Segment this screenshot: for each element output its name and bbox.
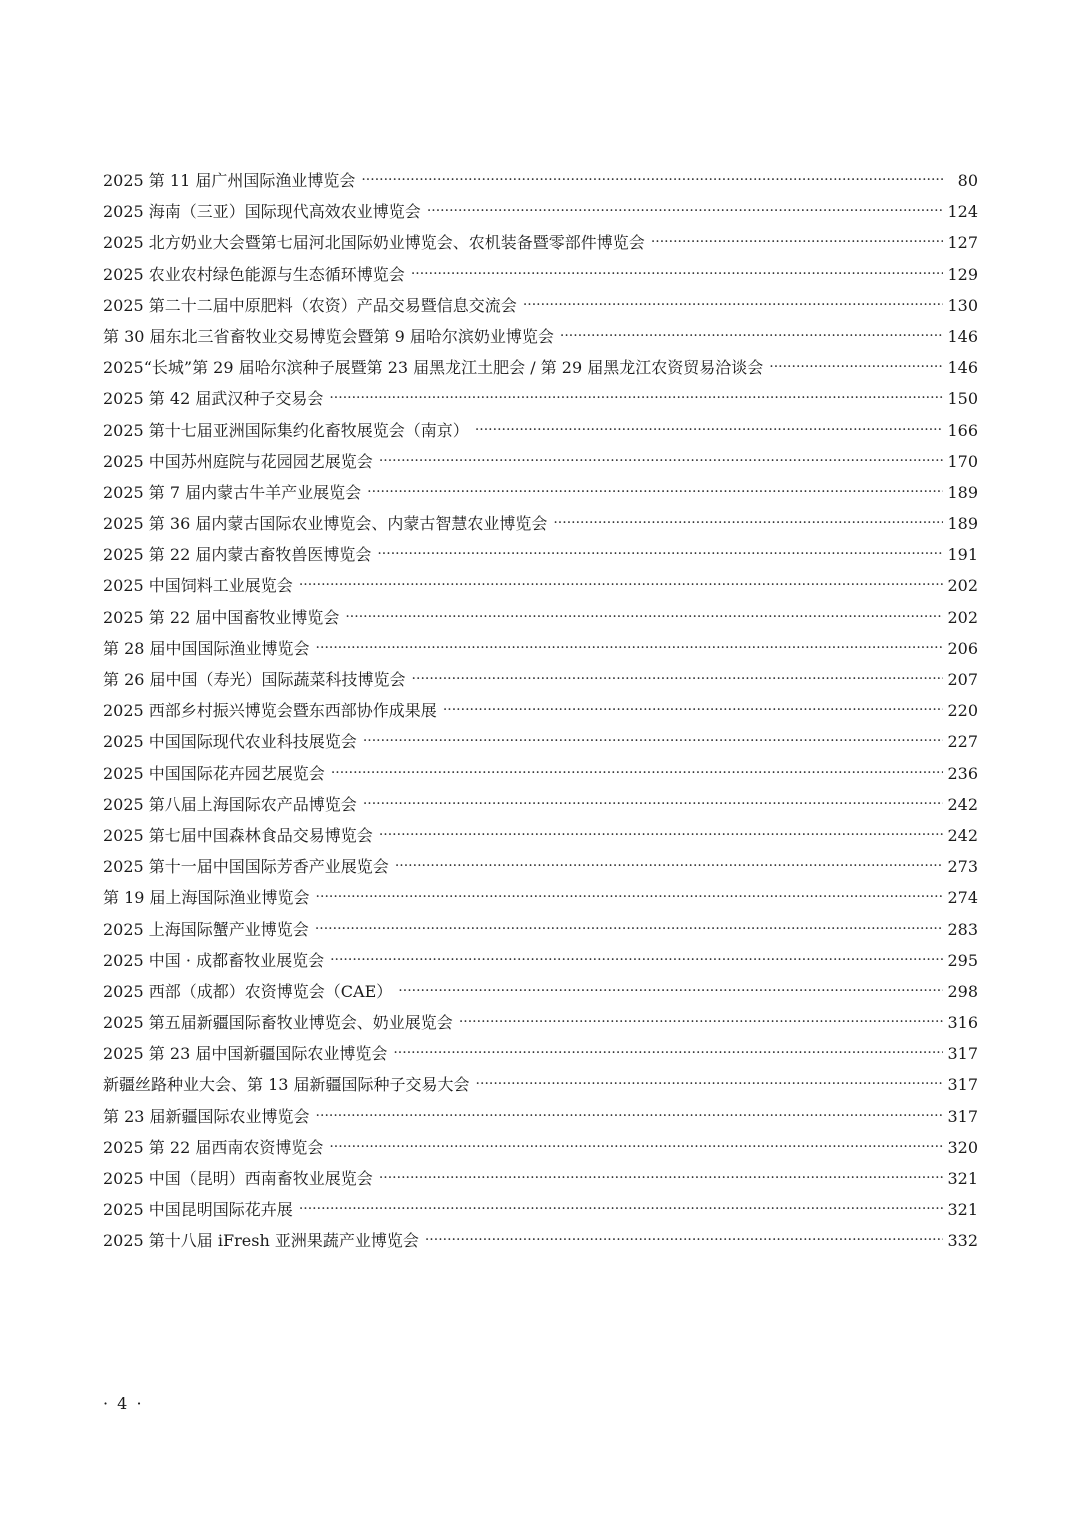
dot-leader [769, 352, 943, 383]
toc-entry-page: 124 [947, 202, 978, 222]
dot-leader [329, 383, 943, 414]
toc-entry-title: 2025 第 11 届广州国际渔业博览会 [103, 171, 356, 190]
table-of-contents [103, 165, 978, 1257]
toc-entry-page: 242 [947, 825, 978, 845]
toc-entry[interactable] [103, 446, 978, 477]
dot-leader [425, 1225, 944, 1256]
dot-leader [329, 1132, 943, 1163]
toc-entry-page: 206 [947, 638, 978, 658]
dot-leader [523, 290, 944, 321]
toc-entry[interactable] [103, 321, 978, 352]
toc-entry[interactable] [103, 352, 978, 383]
toc-entry[interactable] [103, 1132, 978, 1163]
toc-entry-page: 321 [947, 1200, 978, 1220]
toc-entry[interactable] [103, 758, 978, 789]
page-number: · 4 · [103, 1394, 144, 1413]
toc-entry-page: 316 [947, 1013, 978, 1033]
toc-entry-title: 2025 中国（昆明）西南畜牧业展览会 [103, 1169, 373, 1188]
dot-leader [331, 758, 944, 789]
toc-entry[interactable] [103, 851, 978, 882]
toc-entry-title: 2025 第 22 届中国畜牧业博览会 [103, 607, 340, 627]
dot-leader [398, 976, 943, 1007]
dot-leader [553, 508, 943, 539]
toc-entry-title: 第 28 届中国国际渔业博览会 [103, 638, 310, 658]
toc-entry-page: 130 [947, 295, 978, 315]
toc-entry[interactable] [103, 570, 978, 601]
toc-entry-page: 317 [947, 1075, 978, 1095]
toc-entry-title: 2025 第 42 届武汉种子交易会 [103, 389, 324, 409]
dot-leader [315, 914, 944, 945]
toc-entry-page: 283 [947, 919, 978, 939]
toc-entry-title: 新疆丝路种业大会、第 13 届新疆国际种子交易大会 [103, 1075, 470, 1095]
toc-entry-title: 2025 西部乡村振兴博览会暨东西部协作成果展 [103, 701, 437, 721]
toc-entry-title: 2025 中国昆明国际花卉展 [103, 1200, 293, 1220]
toc-entry-page: 317 [947, 1106, 978, 1126]
toc-entry-page: 242 [947, 794, 978, 814]
toc-entry-page: 332 [947, 1231, 978, 1251]
toc-entry[interactable] [103, 1194, 978, 1225]
toc-entry[interactable] [103, 1038, 978, 1069]
toc-entry-title: 2025 中国苏州庭院与花园园艺展览会 [103, 451, 373, 471]
toc-entry-title: 2025 第十一届中国国际芳香产业展览会 [103, 857, 389, 877]
toc-entry-title: 2025 第七届中国森林食品交易博览会 [103, 825, 373, 845]
toc-entry[interactable] [103, 602, 978, 633]
toc-entry-title: 2025 第 23 届中国新疆国际农业博览会 [103, 1044, 388, 1064]
dot-leader [345, 602, 943, 633]
toc-entry-page: 166 [947, 420, 978, 440]
dot-leader [379, 820, 944, 851]
toc-entry-title: 2025 第 22 届内蒙古畜牧兽医博览会 [103, 545, 372, 565]
toc-entry[interactable] [103, 1069, 978, 1100]
toc-entry-page: 202 [947, 607, 978, 627]
toc-entry-title: 2025 中国 · 成都畜牧业展览会 [103, 950, 325, 970]
toc-entry-page: 220 [947, 701, 978, 721]
dot-leader [379, 1163, 944, 1194]
toc-entry-page: 207 [947, 670, 978, 689]
toc-entry-page: 202 [947, 576, 978, 596]
toc-entry-page: 191 [947, 545, 978, 565]
toc-entry-title: 2025 第十八届 iFresh 亚洲果蔬产业博览会 [103, 1231, 419, 1251]
toc-entry-page: 129 [947, 264, 978, 284]
toc-entry-page: 298 [947, 981, 978, 1001]
dot-leader [393, 1038, 943, 1069]
toc-entry[interactable] [103, 633, 978, 664]
toc-entry-page: 320 [947, 1137, 978, 1157]
toc-entry-page: 317 [947, 1044, 978, 1064]
dot-leader [316, 882, 944, 913]
toc-entry-page: 146 [947, 326, 978, 346]
dot-leader [363, 726, 944, 757]
toc-entry-page: 295 [947, 950, 978, 970]
toc-entry-title: 第 23 届新疆国际农业博览会 [103, 1106, 310, 1126]
toc-entry-title: 2025 第 7 届内蒙古牛羊产业展览会 [103, 482, 362, 502]
toc-entry-page: 227 [947, 732, 978, 752]
toc-entry[interactable] [103, 508, 978, 539]
toc-entry-title: 2025 第八届上海国际农产品博览会 [103, 794, 357, 814]
dot-leader [316, 633, 944, 664]
toc-entry[interactable] [103, 820, 978, 851]
dot-leader [316, 1101, 944, 1132]
toc-entry[interactable] [103, 1163, 978, 1194]
toc-entry-title: 第 26 届中国（寿光）国际蔬菜科技博览会 [103, 670, 406, 689]
toc-entry-title: 2025 海南（三亚）国际现代高效农业博览会 [103, 202, 421, 222]
dot-leader [459, 1007, 944, 1038]
toc-entry-page: 150 [947, 389, 978, 409]
toc-entry[interactable] [103, 695, 978, 726]
toc-entry-page: 80 [957, 171, 978, 190]
toc-entry-page: 189 [947, 482, 978, 502]
dot-leader [412, 664, 944, 695]
toc-entry[interactable] [103, 259, 978, 290]
toc-entry[interactable] [103, 1101, 978, 1132]
toc-entry[interactable] [103, 882, 978, 913]
toc-entry[interactable] [103, 165, 978, 196]
dot-leader [379, 446, 944, 477]
dot-leader [330, 945, 943, 976]
dot-leader [299, 1194, 944, 1225]
dot-leader [367, 477, 943, 508]
dot-leader [476, 1069, 944, 1100]
toc-entry-page: 127 [947, 233, 978, 253]
toc-entry[interactable] [103, 196, 978, 227]
toc-entry-title: 2025 第 36 届内蒙古国际农业博览会、内蒙古智慧农业博览会 [103, 514, 548, 534]
toc-entry[interactable] [103, 415, 978, 446]
toc-entry[interactable] [103, 383, 978, 414]
toc-entry-title: 2025 西部（成都）农资博览会（CAE） [103, 981, 393, 1001]
dot-leader [395, 851, 944, 882]
toc-entry[interactable] [103, 914, 978, 945]
dot-leader [377, 539, 943, 570]
toc-entry[interactable] [103, 290, 978, 321]
dot-leader [427, 196, 944, 227]
toc-entry-title: 2025 中国国际花卉园艺展览会 [103, 763, 325, 783]
toc-entry-title: 2025“长城”第 29 届哈尔滨种子展暨第 23 届黑龙江土肥会 / 第 29 届黑龙江农资贸易洽谈会 [103, 358, 764, 378]
toc-entry-title: 2025 第五届新疆国际畜牧业博览会、奶业展览会 [103, 1013, 453, 1033]
toc-entry-title: 2025 第 22 届西南农资博览会 [103, 1137, 324, 1157]
dot-leader [651, 227, 944, 258]
toc-entry[interactable] [103, 227, 978, 258]
dot-leader [443, 695, 944, 726]
toc-entry-title: 2025 第二十二届中原肥料（农资）产品交易暨信息交流会 [103, 295, 517, 315]
dot-leader [475, 415, 944, 446]
toc-entry[interactable] [103, 664, 978, 695]
toc-entry-page: 189 [947, 514, 978, 534]
toc-entry[interactable] [103, 726, 978, 757]
toc-entry-title: 2025 上海国际蟹产业博览会 [103, 919, 309, 939]
toc-entry[interactable] [103, 945, 978, 976]
toc-entry[interactable] [103, 976, 978, 1007]
toc-entry[interactable] [103, 477, 978, 508]
dot-leader [361, 165, 944, 196]
toc-entry-title: 2025 北方奶业大会暨第七届河北国际奶业博览会、农机装备暨零部件博览会 [103, 233, 645, 253]
toc-entry-page: 274 [947, 888, 978, 908]
dot-leader [299, 570, 944, 601]
toc-entry[interactable] [103, 539, 978, 570]
toc-entry-page: 273 [947, 857, 978, 877]
dot-leader [560, 321, 944, 352]
toc-entry-title: 第 19 届上海国际渔业博览会 [103, 888, 310, 908]
toc-entry-title: 2025 中国国际现代农业科技展览会 [103, 732, 357, 752]
toc-entry[interactable] [103, 789, 978, 820]
toc-entry-title: 第 30 届东北三省畜牧业交易博览会暨第 9 届哈尔滨奶业博览会 [103, 326, 554, 346]
toc-entry[interactable] [103, 1225, 978, 1256]
toc-entry-page: 321 [947, 1169, 978, 1188]
toc-entry-page: 170 [947, 451, 978, 471]
dot-leader [363, 789, 944, 820]
toc-entry-title: 2025 农业农村绿色能源与生态循环博览会 [103, 264, 405, 284]
toc-entry[interactable] [103, 1007, 978, 1038]
toc-entry-title: 2025 中国饲料工业展览会 [103, 576, 293, 596]
toc-entry-page: 236 [947, 763, 978, 783]
dot-leader [411, 259, 944, 290]
toc-entry-page: 146 [947, 358, 978, 378]
toc-entry-title: 2025 第十七届亚洲国际集约化畜牧展览会（南京） [103, 420, 469, 440]
